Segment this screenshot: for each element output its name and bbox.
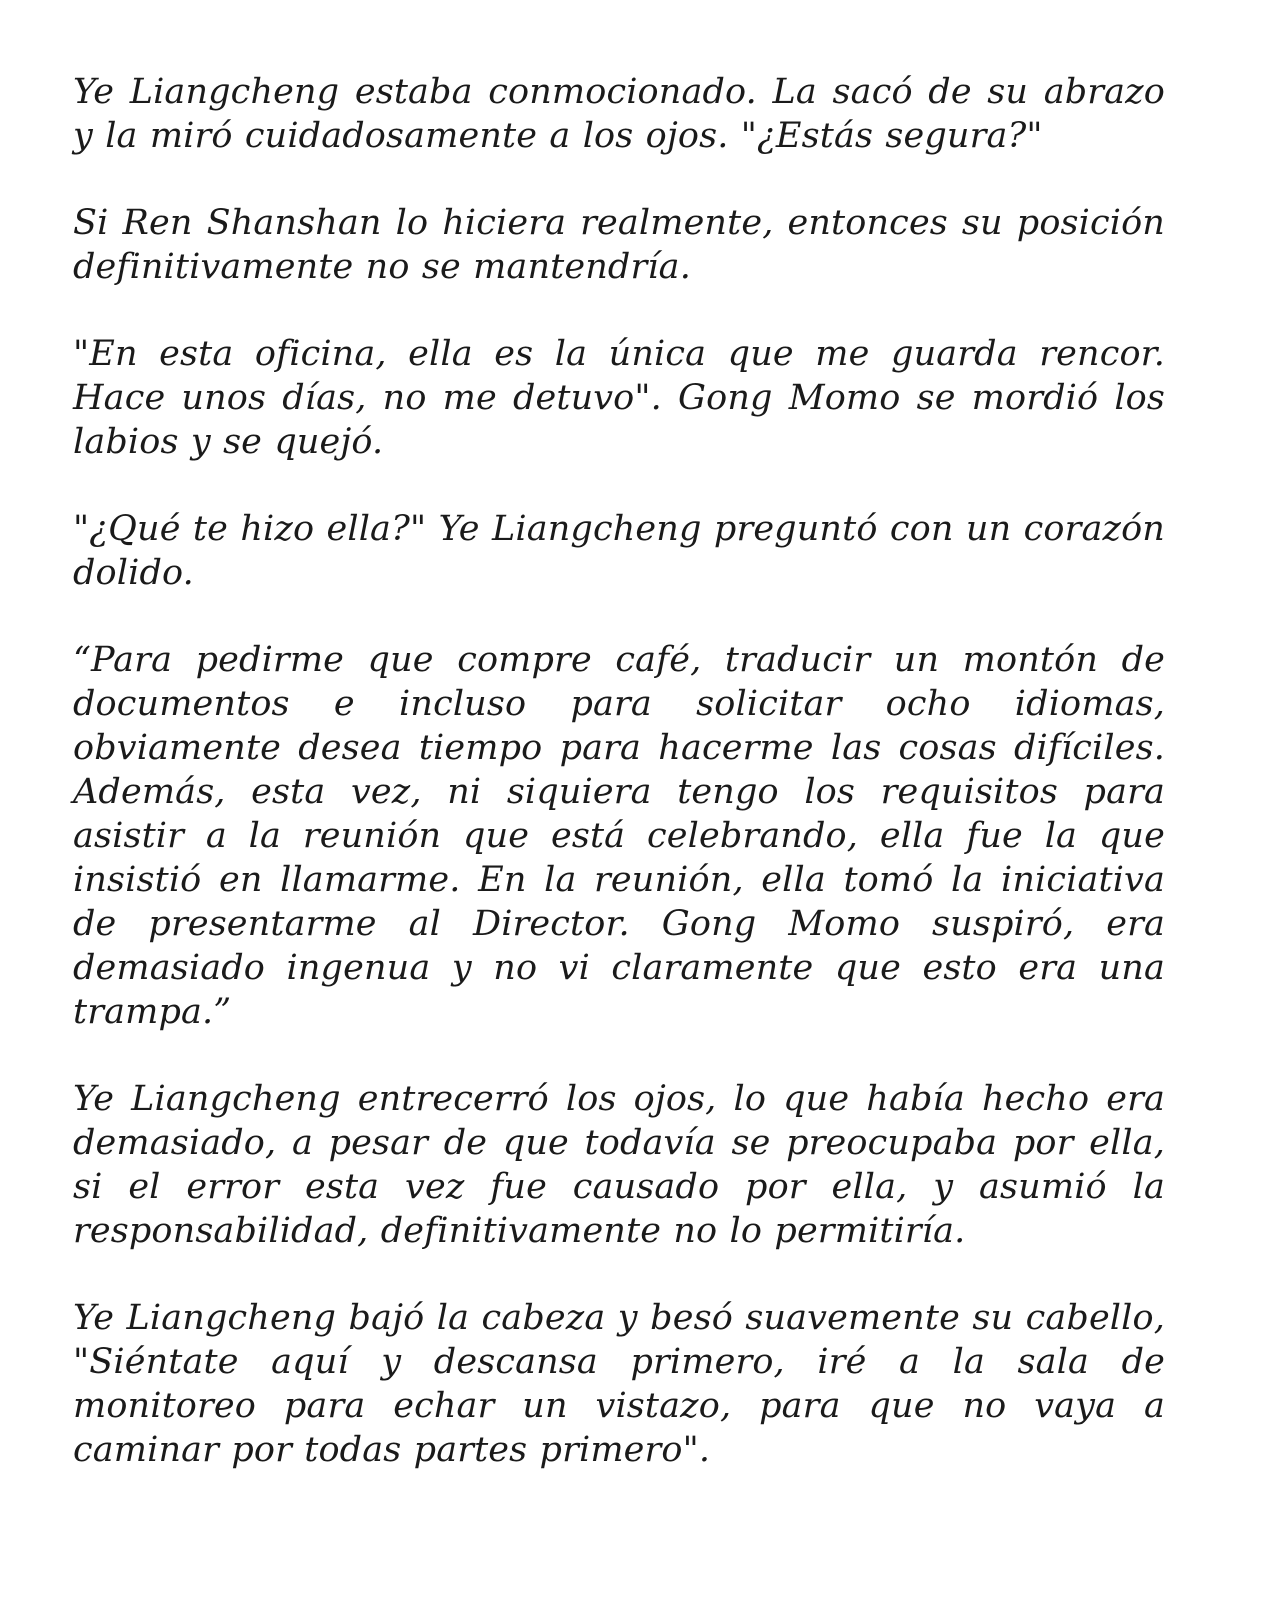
paragraph-3: "En esta oficina, ella es la única que me guarda rencor. Hace unos días, no me detuvo". Gong Momo se mordió los labios y se quejó. xyxy=(73,334,1165,462)
paragraph-6: Ye Liangcheng entrecerró los ojos, lo que había hecho era demasiado, a pesar de que todavía se preocupaba por ella, si el error esta vez fue causado por ella, y asumió la responsabilidad, definitivamente no lo permitiría. xyxy=(73,1079,1165,1251)
paragraph-5: “Para pedirme que compre café, traducir un montón de documentos e incluso para solicitar ocho idiomas, obviamente desea tiempo para hacerme las cosas difíciles. Además, esta vez, ni siquiera tengo los requisitos para asistir a la reunión que está celebrando, ella fue la que insistió en llamarme. En la reunión, ella tomó la iniciativa de presentarme al Director. Gong Momo suspiró, era demasiado ingenua y no vi claramente que esto era una trampa.” xyxy=(73,640,1165,1032)
document-body xyxy=(73,70,1165,1472)
paragraph-2: Si Ren Shanshan lo hiciera realmente, entonces su posición definitivamente no se mantendría. xyxy=(73,203,1165,287)
paragraph-1: Ye Liangcheng estaba conmocionado. La sacó de su abrazo y la miró cuidadosamente a los ojos. "¿Estás segura?" xyxy=(73,72,1165,156)
paragraph-7: Ye Liangcheng bajó la cabeza y besó suavemente su cabello, "Siéntate aquí y descansa primero, iré a la sala de monitoreo para echar un vistazo, para que no vaya a caminar por todas partes primero". xyxy=(73,1298,1165,1470)
paragraph-4: "¿Qué te hizo ella?" Ye Liangcheng preguntó con un corazón dolido. xyxy=(73,509,1165,593)
